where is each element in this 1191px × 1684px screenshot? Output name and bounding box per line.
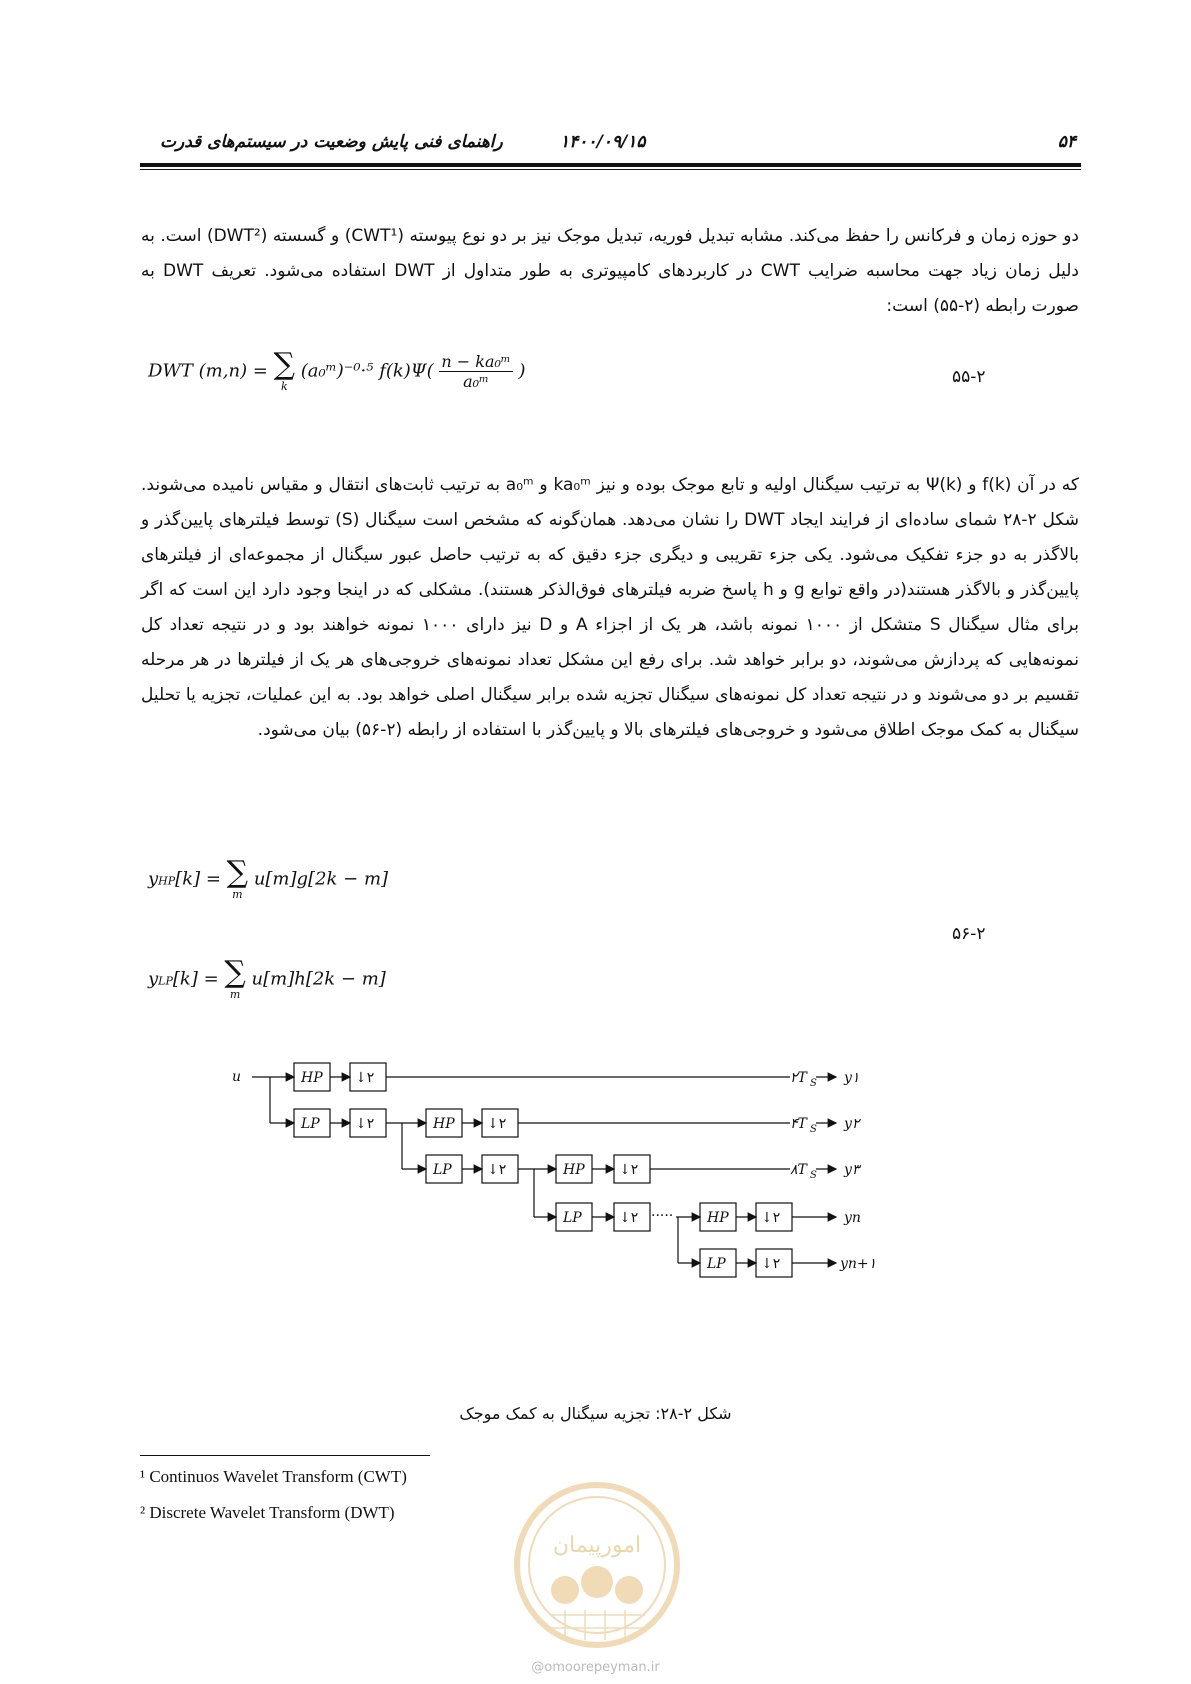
eq55-lhs: DWT (m,n) = — [148, 360, 274, 382]
watermark-logo — [510, 1470, 685, 1660]
downsample-2a: ↓۲ — [487, 1116, 507, 1132]
hp-filter-n: HP — [707, 1210, 729, 1226]
ts-label-2: ۴T — [790, 1116, 807, 1132]
svg-text:S: S — [810, 1170, 817, 1181]
svg-text:S: S — [810, 1124, 817, 1135]
diagram-ellipsis: ····· — [651, 1208, 674, 1224]
ts-label-3: ۸T — [790, 1162, 807, 1178]
eq55-sum: ∑ k — [273, 347, 296, 393]
equation-56-lp: yLP[k] = ∑ m u[m]h[2k − m] — [148, 955, 386, 1001]
eq55-close: ) — [518, 360, 526, 382]
header-date: ۱۴۰۰/۰۹/۱۵ — [560, 132, 646, 152]
ts-label-1: ۲T — [790, 1070, 807, 1086]
hp-filter-2: HP — [433, 1116, 455, 1132]
lp-filter-1: LP — [301, 1116, 320, 1132]
equation-55-number: ۵۵-۲ — [952, 367, 986, 387]
lp-filter-2: LP — [433, 1162, 452, 1178]
header-title: راهنمای فنی پایش وضعیت در سیستم‌های قدرت — [160, 132, 503, 152]
paragraph-dwt-description: که در آن f(k) و Ψ(k) به ترتیب سیگنال اولیه و تابع موجک بوده و نیز ka₀ᵐ و a₀ᵐ به ترتیب ثابت‌های انتقال و مقیاس نامیده می‌شوند. شکل ۲-۲۸ شمای ساده‌ای از فرایند ایجاد DWT را نشان می‌دهد. همان‌گونه که مشخص است سیگنال (S) توسط فیلترهای پایین‌گذر و بالاگذر به دو جزء تفکیک می‌شود. یکی جزء تقریبی و دیگری جزء دقیق که به ترتیب حاصل عبور سیگنال از مجموعه‌ای از فیلترهای پایین‌گذر و بالاگذر هستند(در واقع توابع g و h پاسخ ضربه فیلترهای فوق‌الذکر هستند). مشکلی که در اینجا وجود دارد این است که اگر برای مثال سیگنال S متشکل از ۱۰۰۰ نمونه باشد، هر یک از اجزاء A و D نیز دارای ۱۰۰۰ نمونه خواهند بود و در نتیجه تعداد کل نمونه‌هایی که پردازش می‌شوند، دو برابر خواهد شد. برای رفع این مشکل تعداد نمونه‌های خروجی‌های هر یک از فیلترها در هر مرحله تقسیم بر دو می‌شوند و در نتیجه تعداد کل نمونه‌های سیگنال تجزیه شده برابر سیگنال اصلی خواهد بود. به این عملیات، تجزیه یا تحلیل سیگنال به کمک موجک اطلاق می‌شود و خروجی‌های فیلترهای بالا و پایین‌گذر با استفاده از رابطه (۲-۵۶) بیان می‌شود. — [141, 475, 1079, 740]
hp-filter-3: HP — [563, 1162, 585, 1178]
downsample-1b: ↓۲ — [355, 1116, 375, 1132]
paragraph-intro: دو حوزه زمان و فرکانس را حفظ می‌کند. مشابه تبدیل فوریه، تبدیل موجک نیز بر دو نوع پیوسته (CWT¹) و گسسته (DWT²) است. به دلیل زمان زیاد جهت محاسبه ضرایب CWT در کاربردهای کامپیوتری به طور متداول از DWT استفاده می‌شود. تعریف DWT به صورت رابطه (۲-۵۵) است: — [141, 226, 1080, 316]
output-y3: y۳ — [844, 1162, 860, 1178]
downsample-2b: ↓۲ — [487, 1162, 507, 1178]
header-rule-thin — [140, 169, 1081, 170]
header-rule-thick — [140, 163, 1081, 167]
hp-filter-1: HP — [301, 1070, 323, 1086]
output-y2: y۲ — [844, 1116, 860, 1132]
downsample-3b: ↓۲ — [619, 1210, 639, 1226]
footnote-rule — [140, 1455, 430, 1456]
footnote-1: ¹ Continuos Wavelet Transform (CWT) — [140, 1467, 407, 1486]
output-yn: yn — [844, 1210, 861, 1226]
downsample-na: ↓۲ — [761, 1210, 781, 1226]
output-y1: y۱ — [844, 1070, 860, 1086]
downsample-nb: ↓۲ — [761, 1256, 781, 1272]
eq55-fraction: $\frac{\text{n − ka₀ᵐ}}{\text{a₀ᵐ}}$ — [441, 352, 511, 391]
lp-filter-n: LP — [707, 1256, 726, 1272]
svg-text:S: S — [810, 1078, 817, 1089]
wavelet-decomposition-diagram — [230, 1055, 890, 1380]
equation-56-hp: yHP[k] = ∑ m u[m]g[2k − m] — [148, 855, 389, 901]
svg-text:امورپیمان: امورپیمان — [552, 1533, 642, 1558]
figure-caption: شکل ۲-۲۸: تجزیه سیگنال به کمک موجک — [459, 1404, 732, 1423]
page-number: ۵۴ — [1057, 132, 1076, 152]
output-yn-plus-1: yn+۱ — [840, 1256, 877, 1272]
footnote-2: ² Discrete Wavelet Transform (DWT) — [140, 1503, 395, 1522]
diagram-input-label: u — [232, 1069, 242, 1085]
eq55-body: (a₀ᵐ)⁻⁰·⁵ f(k)Ψ( — [300, 360, 434, 382]
equation-55 — [148, 347, 526, 393]
downsample-1a: ↓۲ — [355, 1070, 375, 1086]
downsample-3a: ↓۲ — [619, 1162, 639, 1178]
watermark-site: @omoorepeyman.ir — [531, 1660, 660, 1675]
equation-56-number: ۵۶-۲ — [952, 924, 986, 944]
lp-filter-3: LP — [563, 1210, 582, 1226]
